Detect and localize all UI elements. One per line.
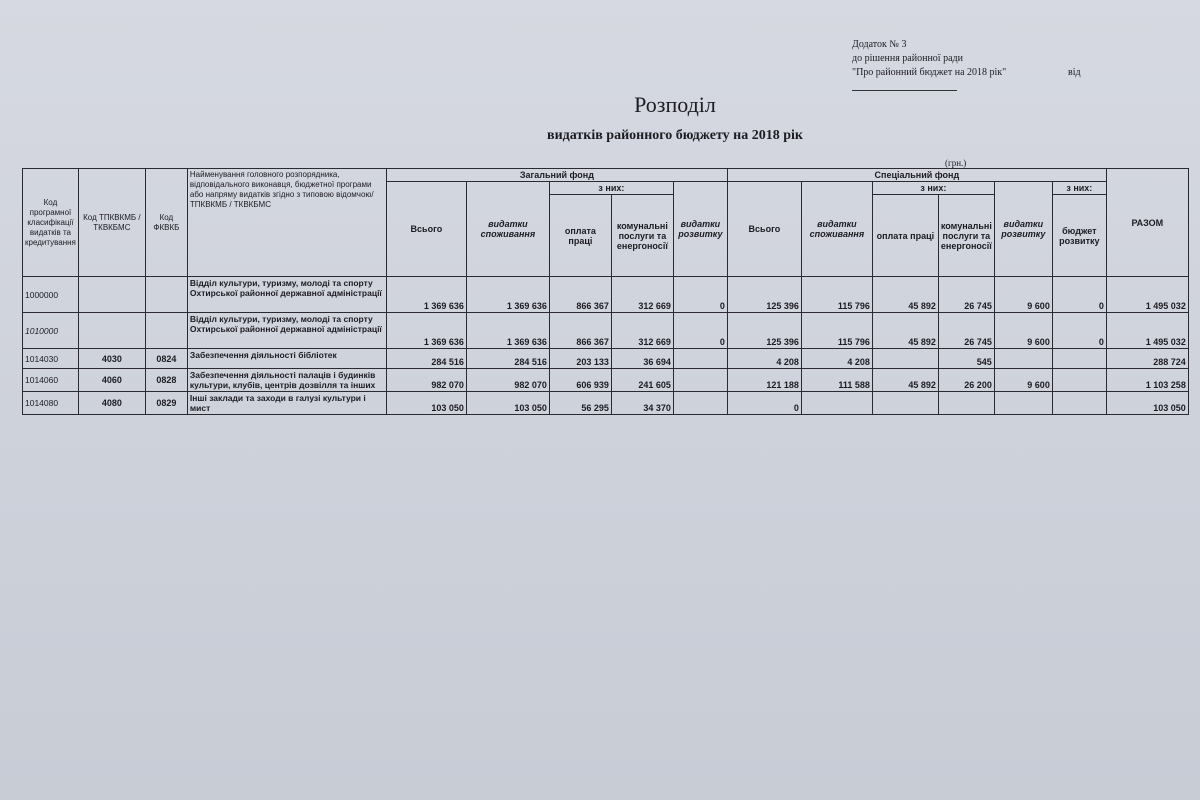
cell-name: Відділ культури, туризму, молоді та спорту Охтирської районної державної адміністрації [187,313,386,349]
cell-s-bud [1052,349,1106,369]
cell-g-total: 982 070 [386,369,466,392]
table-row [23,277,1189,313]
header-special-consumption: видатки споживання [801,182,872,277]
cell-s-cons: 115 796 [801,313,872,349]
cell-name: Інші заклади та заходи в галузі культури і мист [187,392,386,415]
cell-g-util: 312 669 [611,277,673,313]
cell-name: Забезпечення діяльності палаців і будинків культури, клубів, центрів дозвілля та інших [187,369,386,392]
header-special-of-them: з них: [872,182,994,195]
cell-tpkvkmb-code [78,313,145,349]
cell-g-sal: 866 367 [549,313,611,349]
cell-s-util: 26 745 [938,313,994,349]
cell-s-bud: 0 [1052,313,1106,349]
cell-g-cons: 982 070 [466,369,549,392]
header-code-program: Код програмної класифікації видатків та кредитування [23,169,79,277]
cell-sum: 1 495 032 [1106,277,1188,313]
cell-s-dev: 9 600 [994,313,1052,349]
cell-s-cons: 4 208 [801,349,872,369]
cell-s-util: 26 745 [938,277,994,313]
header-general-utilities: комунальні послуги та енергоносії [611,195,673,277]
cell-tpkvkmb-code: 4030 [78,349,145,369]
header-code-tpkvkmb: Код ТПКВКМБ / ТКВКБМС [78,169,145,277]
cell-s-dev [994,349,1052,369]
cell-g-sal: 866 367 [549,277,611,313]
cell-s-cons: 111 588 [801,369,872,392]
cell-s-util [938,392,994,415]
cell-tpkvkmb-code [78,277,145,313]
cell-g-sal: 203 133 [549,349,611,369]
cell-name: Забезпечення діяльності бібліотек [187,349,386,369]
cell-fkvkb-code: 0824 [145,349,187,369]
header-special-budget-dev: бюджет розвитку [1052,195,1106,277]
page-title: Розподіл [634,92,716,117]
cell-program-code: 1014060 [23,369,79,392]
cell-program-code: 1000000 [23,277,79,313]
header-special-development: видатки розвитку [994,182,1052,277]
cell-g-total: 284 516 [386,349,466,369]
header-name: Найменування головного розпорядника, відповідального виконавця, бюджетної програми або напряму видатків згідно з типовою відомчою/ТПКВКМБ / ТКВКБМС [187,169,386,277]
header-general-fund: Загальний фонд [386,169,727,182]
cell-sum: 1 495 032 [1106,313,1188,349]
cell-sum: 103 050 [1106,392,1188,415]
cell-g-util: 241 605 [611,369,673,392]
cell-g-util: 36 694 [611,349,673,369]
cell-fkvkb-code [145,277,187,313]
cell-g-dev [673,392,727,415]
cell-g-dev [673,369,727,392]
cell-s-dev: 9 600 [994,277,1052,313]
cell-s-cons [801,392,872,415]
header-special-utilities: комунальні послуги та енергоносії [938,195,994,277]
cell-s-cons: 115 796 [801,277,872,313]
annex-number: Додаток № 3 [852,39,907,50]
unit-label: (грн.) [945,158,967,168]
header-special-fund: Спеціальний фонд [727,169,1106,182]
cell-tpkvkmb-code: 4080 [78,392,145,415]
cell-s-dev [994,392,1052,415]
cell-g-cons: 1 369 636 [466,277,549,313]
cell-s-dev: 9 600 [994,369,1052,392]
cell-s-total: 121 188 [727,369,801,392]
header-special-salary: оплата праці [872,195,938,277]
cell-g-cons: 284 516 [466,349,549,369]
header-code-fkvkb: Код ФКВКБ [145,169,187,277]
cell-g-total: 1 369 636 [386,313,466,349]
cell-s-total: 125 396 [727,277,801,313]
cell-g-util: 34 370 [611,392,673,415]
cell-s-bud [1052,369,1106,392]
page-subtitle: видатків районного бюджету на 2018 рік [547,128,803,143]
cell-s-sal [872,392,938,415]
cell-g-sal: 56 295 [549,392,611,415]
header-general-of-them: з них: [549,182,673,195]
cell-g-dev [673,349,727,369]
header-general-development: видатки розвитку [673,182,727,277]
cell-g-sal: 606 939 [549,369,611,392]
cell-g-total: 1 369 636 [386,277,466,313]
cell-sum: 288 724 [1106,349,1188,369]
header-sum: РАЗОМ [1106,169,1188,277]
cell-program-code: 1014080 [23,392,79,415]
cell-g-util: 312 669 [611,313,673,349]
cell-name: Відділ культури, туризму, молоді та спорту Охтирської районної державної адміністрації [187,277,386,313]
cell-s-bud [1052,392,1106,415]
cell-fkvkb-code: 0829 [145,392,187,415]
cell-g-total: 103 050 [386,392,466,415]
header-general-salary: оплата праці [549,195,611,277]
cell-s-sal [872,349,938,369]
table-row [23,349,1189,369]
cell-fkvkb-code: 0828 [145,369,187,392]
cell-s-total: 0 [727,392,801,415]
annex-budget-title: "Про районний бюджет на 2018 рік" [852,67,1007,78]
cell-g-cons: 1 369 636 [466,313,549,349]
cell-g-cons: 103 050 [466,392,549,415]
budget-table [22,168,1189,415]
cell-g-dev: 0 [673,313,727,349]
cell-fkvkb-code [145,313,187,349]
cell-sum: 1 103 258 [1106,369,1188,392]
cell-s-sal: 45 892 [872,277,938,313]
cell-s-sal: 45 892 [872,313,938,349]
header-special-of-them-2: з них: [1052,182,1106,195]
cell-s-util: 26 200 [938,369,994,392]
cell-program-code: 1014030 [23,349,79,369]
annex-decision: до рішення районної ради [852,53,963,64]
header-general-total: Всього [386,182,466,277]
cell-s-total: 125 396 [727,313,801,349]
table-row [23,313,1189,349]
header-general-consumption: видатки споживання [466,182,549,277]
cell-s-bud: 0 [1052,277,1106,313]
cell-tpkvkmb-code: 4060 [78,369,145,392]
cell-s-total: 4 208 [727,349,801,369]
annex-note [852,38,1081,80]
cell-program-code: 1010000 [23,313,79,349]
cell-s-sal: 45 892 [872,369,938,392]
cell-g-dev: 0 [673,277,727,313]
table-row [23,392,1189,415]
cell-s-util: 545 [938,349,994,369]
table-row [23,369,1189,392]
header-special-total: Всього [727,182,801,277]
annex-signature-line [852,90,957,91]
annex-date-label: від [1068,67,1081,78]
